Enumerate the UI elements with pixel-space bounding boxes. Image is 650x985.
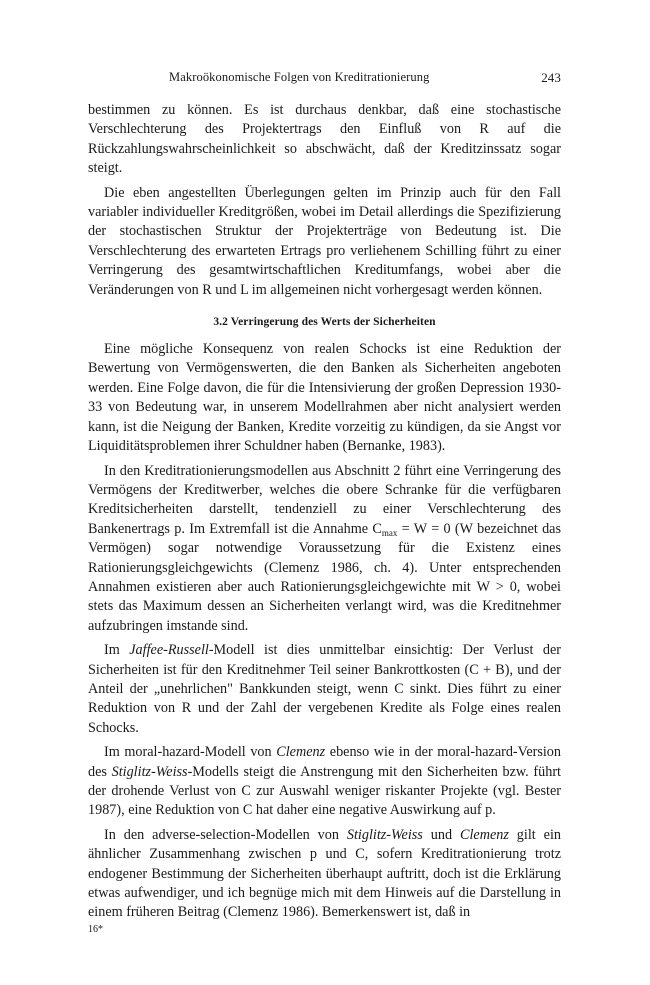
page — [88, 58, 561, 923]
paragraph — [88, 462, 561, 637]
signature-mark: 16* — [88, 924, 103, 935]
paragraph — [88, 641, 561, 738]
running-title: Makroökonomische Folgen von Kreditrationierung — [169, 70, 430, 84]
text-run: Im moral-hazard-Modell von — [104, 744, 277, 761]
text-run: und — [422, 826, 460, 843]
text-run: -Modell ist dies unmittelbar einsichtig: Der Verlust der Sicherheiten ist für den Kreditnehmer Teil seiner Bankrottkosten (C + B), und der Anteil der „unehrlichen" Bankkunden steigt, wenn C sinkt. Dies führt zu einer Reduktion von R und der Zahl der vergebenen Kredite als Folge eines realen Schocks. — [88, 642, 561, 736]
text-run: -Modells steigt die Anstrengung mit den Sicherheiten bzw. führt der drohende Verlust von C zur Auswahl weniger riskanter Projekte (vgl. Bester 1987), eine Reduktion von C hat daher eine negative Auswirkung auf p. — [88, 763, 561, 819]
paragraph — [88, 743, 561, 821]
text-run: gilt ein ähnlicher Zusammenhang zwischen p und C, sofern Kreditrationierung trotz endogener Bestimmung der Sicherheiten überhaupt auftritt, doch ist die Erklärung etwas aufwendiger, und ich begnüge mich mit dem Hinweis auf die Darstellung in einem früheren Beitrag (Clemenz 1986). Bemerkenswert ist, daß in — [88, 826, 561, 921]
paragraph: Eine mögliche Konsequenz von realen Schocks ist eine Reduktion der Bewertung von Vermögenswerten, die den Banken als Sicherheiten angeboten werden. Eine Folge davon, die für die Intensivierung der großen Depression 1930-33 von Bedeutung war, in unserem Modellrahmen aber nicht analysiert werden kann, ist die Neigung der Banken, Kredite vorzeitig zu kündigen, da sie Angst vor Liquiditätsproblemen ihrer Schuldner haben (Bernanke, 1983). — [88, 341, 561, 455]
paragraph — [88, 826, 561, 923]
author-name: Clemenz — [460, 826, 509, 843]
section-heading: 3.2 Verringerung des Werts der Sicherheiten — [213, 316, 436, 329]
paragraph: Die eben angestellten Überlegungen gelten im Prinzip auch für den Fall variabler individueller Kreditgrößen, wobei im Detail allerdings die Spezifizierung der stochastischen Struktur der Projekterträge von Bedeutung ist. Die Verschlechterung des erwarteten Ertrags pro verliehenem Schilling führt zu einer Verringerung des gesamtwirtschaftlichen Kreditumfangs, wobei aber die Veränderungen von R und L im allgemeinen nicht vorhergesagt werden können. — [88, 184, 561, 298]
text-run: ebenso wie in der moral-hazard-Version des — [88, 744, 561, 780]
text-run: In den Kreditrationierungsmodellen aus Abschnitt 2 führt eine Verringerung des Vermögens der Kreditwerber, welches die obere Schranke für die verfügbaren Kreditsicherheiten darstellt, tendenziell zu einer Verschlechterung des Bankenertrags p. Im Extremfall ist die Annahme C — [88, 462, 561, 537]
body-text — [88, 101, 561, 923]
running-head — [88, 58, 561, 84]
author-name: Stiglitz-Weiss — [111, 763, 188, 780]
text-run: = W = 0 (W bezeichnet das Vermögen) sogar notwendige Voraussetzung für die Existenz eines Rationierungsgleichgewichts (Clemenz 1986, ch. 4). Unter entsprechenden Annahmen existieren aber auch Rationierungsgleichgewichte mit W > 0, wobei stets das Maximum dessen an Sicherheiten verlangt wird, was die Kreditnehmer aufzubringen imstande sind. — [88, 520, 561, 634]
subscript: max — [381, 527, 398, 538]
author-name: Clemenz — [276, 744, 326, 761]
text-run: Im — [104, 642, 130, 659]
text-run: In den adverse-selection-Modellen von — [104, 826, 347, 843]
page-number: 243 — [541, 70, 561, 85]
paragraph-continuation: bestimmen zu können. Es ist durchaus denkbar, daß eine stochastische Verschlechterung des Projektertrags den Einfluß von R auf die Rückzahlungswahrscheinlichkeit so abschwächt, daß der Kreditzinssatz sogar steigt. — [88, 102, 561, 177]
author-name: Jaffee-Russell — [129, 642, 209, 659]
author-name: Stiglitz-Weiss — [346, 826, 423, 843]
